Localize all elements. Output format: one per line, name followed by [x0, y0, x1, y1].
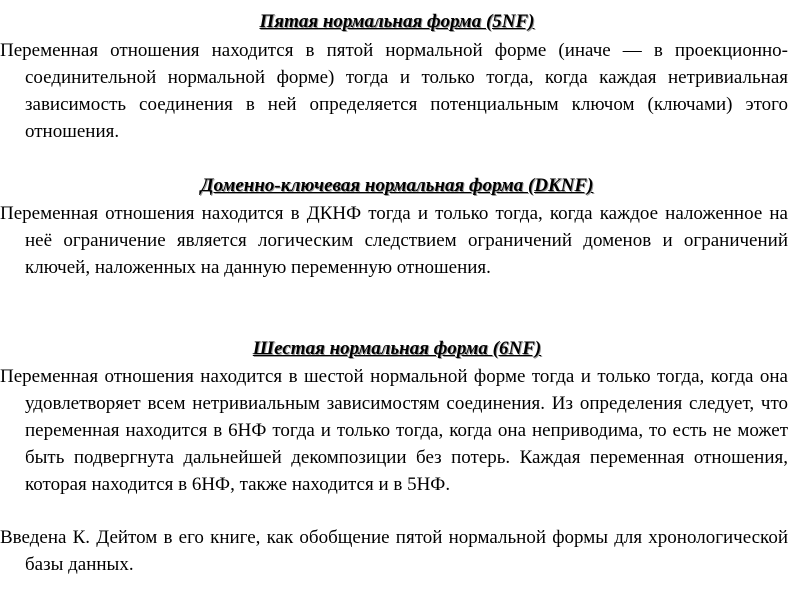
paragraph-5nf-definition: Переменная отношения находится в пятой нормальной форме (иначе — в проекционно-соединительной нормальной форме) тогда и только тогда, когда каждая нетривиальная зависимость соединения в ней определяется потенциальным ключом (ключами) этого отношения.	[0, 40, 788, 142]
paragraph-dknf-definition: Переменная отношения находится в ДКНФ тогда и только тогда, когда каждое наложенное на неё ограничение является логическим следствием ограничений доменов и ограничений ключей, наложенных на данную переменную отношения.	[0, 203, 788, 278]
heading-dknf: Доменно-ключевая нормальная форма (DKNF)	[200, 175, 594, 196]
heading-6nf: Шестая нормальная форма (6NF)	[252, 338, 542, 359]
paragraph-6nf-definition: Переменная отношения находится в шестой нормальной форме тогда и только тогда, когда она удовлетворяет всем нетривиальным зависимостям соединения. Из определения следует, что переменная находится в 6НФ тогда и только тогда, когда она неприводима, то есть не может быть подвергнута дальнейшей декомпозиции без потерь. Каждая переменная отношения, которая находится в 6НФ, также находится и в 5НФ.	[0, 366, 788, 495]
paragraph-6nf-note: Введена К. Дейтом в его книге, как обобщение пятой нормальной формы для хронологической базы данных.	[0, 527, 788, 575]
heading-5nf: Пятая нормальная форма (5NF)	[259, 11, 535, 32]
